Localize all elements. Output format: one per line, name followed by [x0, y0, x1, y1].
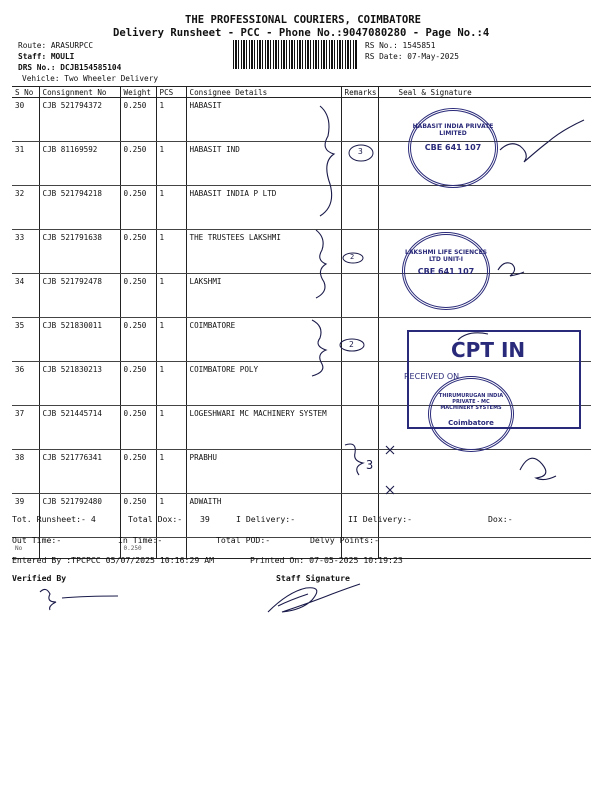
col-pcs: PCS: [156, 87, 186, 98]
cell-pcs: 1: [156, 494, 186, 538]
cell-weight: 0.250: [120, 142, 156, 186]
brace-mark: [312, 320, 326, 376]
cell-pcs: 1: [156, 98, 186, 142]
total-dox-label: Total Dox:-: [128, 514, 183, 524]
cell-sno: 37: [12, 406, 39, 450]
total-pod: Total POD:-: [216, 535, 271, 545]
cpt-in-stamp: CPT IN: [407, 330, 581, 429]
cell-consignee: LOGESHWARI MC MACHINERY SYSTEM: [186, 406, 341, 450]
cell-weight: 0.250: [120, 98, 156, 142]
total-dox-value: 39: [200, 514, 210, 524]
signature-mark: [520, 458, 556, 479]
brace-mark: [345, 444, 363, 475]
cell-pcs: 1: [156, 186, 186, 230]
brace-mark: [316, 230, 326, 298]
tail-sno: No: [12, 538, 39, 559]
remark-cross: [386, 486, 394, 494]
cell-sno: 38: [12, 450, 39, 494]
cell-sno: 39: [12, 494, 39, 538]
cell-consignee: HABASIT: [186, 98, 341, 142]
cell-sno: 36: [12, 362, 39, 406]
verified-by: Verified By: [12, 573, 67, 583]
signature-mark: [498, 263, 524, 276]
cell-pcs: 1: [156, 142, 186, 186]
cell-pcs: 1: [156, 274, 186, 318]
cell-consignment: CJB 521791638: [39, 230, 120, 274]
in-time: In Time:-: [118, 535, 163, 545]
col-seal: Seal & Signature: [378, 87, 591, 98]
cell-consignment: CJB 81169592: [39, 142, 120, 186]
staff-signature-mark: [268, 584, 360, 612]
cell-consignee: THE TRUSTEES LAKSHMI: [186, 230, 341, 274]
cell-weight: 0.250: [120, 318, 156, 362]
cell-consignment: CJB 521794218: [39, 186, 120, 230]
logeshwari-seal: THIRUMURUGAN INDIA PRIVATE - MC MACHINERY SYSTEMS Coimbatore: [428, 376, 514, 452]
cell-pcs: 1: [156, 230, 186, 274]
remark-text: 3: [358, 147, 363, 156]
route: Route: ARASURPCC: [18, 41, 94, 50]
cell-weight: 0.250: [120, 362, 156, 406]
col-weight: Weight: [120, 87, 156, 98]
cell-consignee: PRABHU: [186, 450, 341, 494]
cell-consignment: CJB 521830011: [39, 318, 120, 362]
cell-weight: 0.250: [120, 494, 156, 538]
drs-number: DRS No.: DCJB154585104: [18, 63, 122, 72]
remark-text: 2: [350, 253, 355, 261]
cell-weight: 0.250: [120, 230, 156, 274]
vehicle: Vehicle: Two Wheeler Delivery: [22, 74, 159, 83]
dox-label: Dox:-: [488, 514, 513, 524]
staff-signature: Staff Signature: [276, 573, 350, 583]
company-title: THE PROFESSIONAL COURIERS, COIMBATORE: [185, 14, 421, 26]
cell-consignment: CJB 521776341: [39, 450, 120, 494]
rs-number: RS No.: 1545851: [365, 41, 436, 50]
cell-consignment: CJB 521445714: [39, 406, 120, 450]
col-sno: S No: [12, 87, 39, 98]
cell-pcs: 1: [156, 362, 186, 406]
staff: Staff: MOULI: [18, 52, 75, 61]
cell-sno: 32: [12, 186, 39, 230]
entered-by: Entered By :TPCPCC 05/07/2025 10:16:29 AM: [12, 555, 215, 565]
habasit-seal: HABASIT INDIA PRIVATE LIMITED CBE 641 107: [408, 108, 498, 188]
col-consignment: Consignment No: [39, 87, 120, 98]
col-remarks: Remarks: [341, 87, 378, 98]
remark-cross: [386, 446, 394, 454]
cell-weight: 0.250: [120, 406, 156, 450]
cell-sno: 30: [12, 98, 39, 142]
cell-consignee: HABASIT IND: [186, 142, 341, 186]
cell-consignment: CJB 521830213: [39, 362, 120, 406]
cell-consignee: COIMBATORE: [186, 318, 341, 362]
cell-weight: 0.250: [120, 450, 156, 494]
cell-pcs: 1: [156, 318, 186, 362]
cell-consignment: CJB 521792480: [39, 494, 120, 538]
received-on-stamp: RECEIVED ON: [404, 372, 460, 381]
remark-text: 2: [349, 340, 354, 349]
rs-date: RS Date: 07-May-2025: [365, 52, 459, 61]
cell-consignment: CJB 521794372: [39, 98, 120, 142]
col-consignee: Consignee Details: [186, 87, 341, 98]
tot-runsheet: Tot. Runsheet:- 4: [12, 514, 96, 524]
cell-pcs: 1: [156, 450, 186, 494]
remark-text: 3: [366, 458, 374, 472]
delvy-points: Delvy Points:-: [310, 535, 380, 545]
cell-weight: 0.250: [120, 274, 156, 318]
cell-weight: 0.250: [120, 186, 156, 230]
cell-consignee: ADWAITH: [186, 494, 341, 538]
ii-delivery: II Delivery:-: [348, 514, 413, 524]
cell-sno: 35: [12, 318, 39, 362]
cell-sno: 31: [12, 142, 39, 186]
out-time: Out Time:-: [12, 535, 62, 545]
lakshmi-seal: LAKSHMI LIFE SCIENCES LTD UNIT-I CBE 641 107: [402, 232, 490, 310]
cell-consignee: LAKSHMI: [186, 274, 341, 318]
printed-on: Printed On: 07-05-2025 10:19:23: [250, 555, 403, 565]
tail-weight: 0.250: [120, 538, 156, 559]
cell-consignee: HABASIT INDIA P LTD: [186, 186, 341, 230]
cell-pcs: 1: [156, 406, 186, 450]
brace-mark: [320, 106, 334, 216]
cell-consignment: CJB 521792478: [39, 274, 120, 318]
cell-sno: 34: [12, 274, 39, 318]
cell-sno: 33: [12, 230, 39, 274]
runsheet-subtitle: Delivery Runsheet - PCC - Phone No.:9047080280 - Page No.:4: [113, 27, 490, 39]
i-delivery: I Delivery:-: [236, 514, 296, 524]
signature-mark: [500, 120, 584, 162]
cell-consignee: COIMBATORE POLY: [186, 362, 341, 406]
verified-signature: [40, 589, 118, 610]
